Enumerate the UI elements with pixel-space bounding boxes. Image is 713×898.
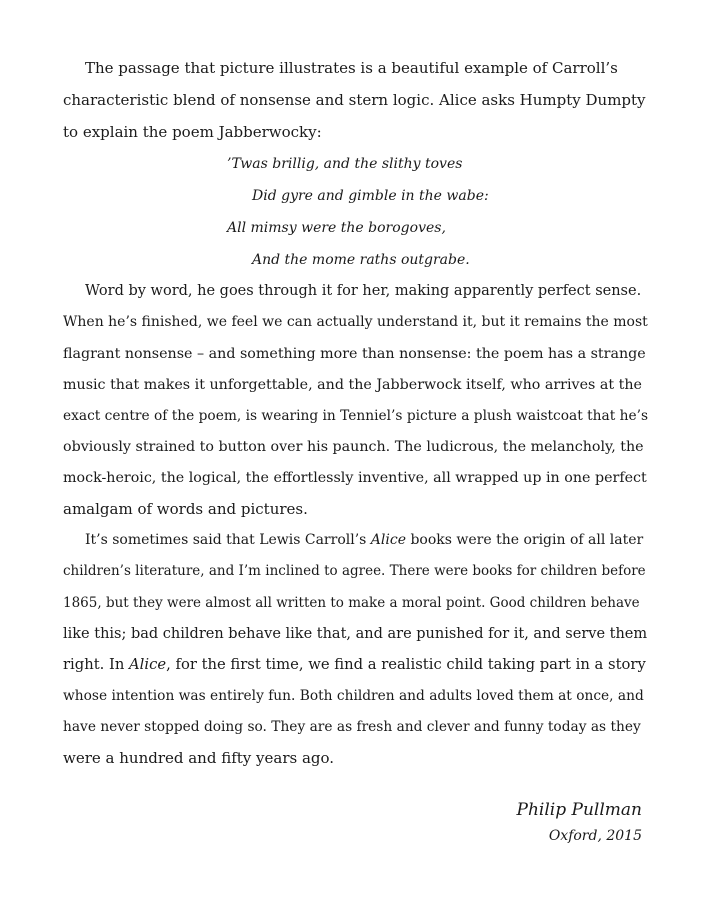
poem-line-4: And the mome raths outgrabe. [252, 252, 470, 268]
paragraph-3-line-2: children’s literature, and I’m inclined to agree. There were books for children before [63, 563, 646, 579]
paragraph-1-line-1: The passage that picture illustrates is a beautiful example of Carroll’s [85, 59, 618, 77]
paragraph-2-line-1: Word by word, he goes through it for her, making apparently perfect sense. [85, 283, 642, 299]
paragraph-1-line-3: to explain the poem Jabberwocky: [63, 123, 322, 141]
paragraph-3-line-3: 1865, but they were almost all written to make a moral point. Good children behave [63, 595, 640, 611]
paragraph-3-line-5-start: right. In [63, 656, 130, 673]
paragraph-3-line-1-start: It’s sometimes said that Lewis Carroll’s [85, 532, 371, 548]
author-signature: Philip Pullman [516, 800, 642, 820]
paragraph-2-line-7: mock-heroic, the logical, the effortlessly inventive, all wrapped up in one perfect [63, 470, 647, 486]
paragraph-3-line-1-end: books were the origin of all later [406, 532, 644, 548]
paragraph-2-line-6: obviously strained to button over his paunch. The ludicrous, the melancholy, the [63, 439, 644, 455]
book-title-alice: Alice [370, 532, 406, 548]
paragraph-3-line-1 [85, 528, 643, 552]
paragraph-2-line-3: flagrant nonsense – and something more than nonsense: the poem has a strange [63, 346, 646, 362]
paragraph-3-line-5-end: , for the first time, we find a realistic child taking part in a story [166, 656, 646, 673]
paragraph-2-line-8: amalgam of words and pictures. [63, 500, 308, 518]
paragraph-1-line-2: characteristic blend of nonsense and stern logic. Alice asks Humpty Dumpty [63, 91, 646, 109]
paragraph-3-line-6: whose intention was entirely fun. Both children and adults loved them at once, and [63, 688, 644, 704]
poem-line-3: All mimsy were the borogoves, [227, 220, 446, 236]
paragraph-2-line-4: music that makes it unforgettable, and the Jabberwock itself, who arrives at the [63, 377, 642, 393]
paragraph-3-line-7: have never stopped doing so. They are as fresh and clever and funny today as they [63, 719, 641, 735]
book-title-alice: Alice [129, 656, 167, 673]
poem-line-2: Did gyre and gimble in the wabe: [252, 188, 489, 204]
paragraph-3-line-5 [63, 653, 646, 677]
paragraph-2-line-2: When he’s finished, we feel we can actually understand it, but it remains the most [63, 314, 648, 330]
paragraph-2-line-5: exact centre of the poem, is wearing in Tenniel’s picture a plush waistcoat that he’s [63, 408, 649, 424]
poem-line-1: ’Twas brillig, and the slithy toves [227, 156, 463, 172]
paragraph-3-line-4: like this; bad children behave like that, and are punished for it, and serve them [63, 626, 648, 642]
signature-place-date: Oxford, 2015 [548, 828, 642, 844]
paragraph-3-line-8: were a hundred and fifty years ago. [63, 749, 335, 767]
